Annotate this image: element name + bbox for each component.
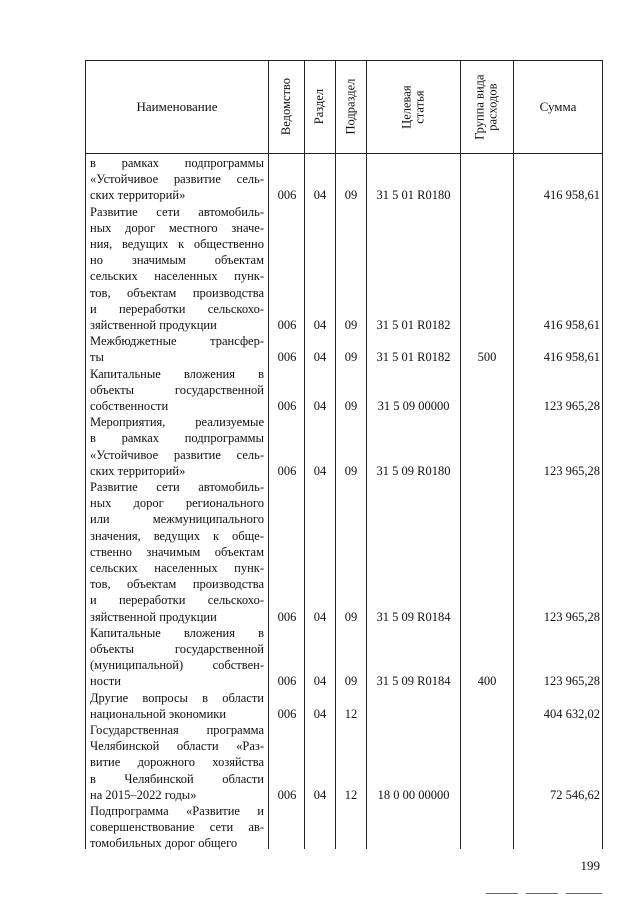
row-name-line: ских территорий» — [90, 463, 186, 478]
header-razdel — [305, 61, 335, 153]
cell-celevaya: 31 5 01 R0182 — [376, 350, 451, 365]
footer-rule — [486, 893, 518, 894]
row-name-line: тов, объектам производства — [90, 577, 264, 592]
cell-podrazdel: 09 — [344, 350, 358, 365]
cell-razdel: 04 — [313, 350, 327, 365]
row-name-line: собственности — [90, 399, 169, 413]
page-number: 199 — [580, 858, 600, 873]
row-name-line: тов, объектам производства — [90, 285, 264, 300]
cell-razdel: 04 — [313, 674, 327, 689]
row-name-line: объекты государственной — [90, 382, 264, 397]
cell-podrazdel: 09 — [344, 188, 358, 203]
header-gruppa — [461, 61, 513, 153]
row-name-line: в Челябинской области — [90, 771, 264, 786]
cell-vedomstvo — [270, 835, 304, 851]
row-name-line: Мероприятия, реализуемые — [90, 415, 264, 430]
cell-vedomstvo: 006 — [277, 787, 297, 802]
row-name-line: в рамках подпрограммы — [90, 431, 264, 446]
cell-razdel: 04 — [313, 318, 327, 332]
cell-summa: 123 965,28 — [543, 463, 600, 478]
header-gruppa-label — [474, 74, 500, 139]
row-name-line: ных дорог регионального — [90, 496, 264, 511]
header-summa-label: Сумма — [539, 99, 577, 114]
cell-celevaya: 31 5 09 R0180 — [376, 463, 451, 478]
cell-podrazdel: 09 — [344, 609, 358, 624]
footer-rule — [526, 893, 558, 894]
column-separator — [304, 61, 305, 849]
cell-razdel: 04 — [313, 463, 327, 478]
cell-vedomstvo: 006 — [277, 399, 297, 413]
header-gruppa-line2: расходов — [486, 83, 501, 131]
row-name-line: томобильных дорог общего — [90, 836, 238, 851]
cell-podrazdel — [336, 835, 366, 851]
cell-razdel: 04 — [313, 399, 327, 413]
row-name-line: но значимым объектам — [90, 253, 264, 268]
cell-vedomstvo: 006 — [277, 350, 297, 365]
cell-gruppa — [461, 787, 513, 803]
cell-summa: 123 965,28 — [543, 674, 600, 689]
row-name-line: и переработки сельскохо- — [90, 593, 264, 608]
header-razdel-label: Раздел — [312, 89, 327, 125]
cell-vedomstvo: 006 — [277, 674, 297, 689]
row-name-line: Подпрограмма «Развитие и — [90, 804, 264, 818]
footer-rule — [566, 893, 602, 894]
cell-gruppa: 500 — [477, 350, 497, 365]
cell-celevaya: 31 5 09 00000 — [377, 399, 450, 413]
row-name-line: зяйственной продукции — [90, 318, 217, 332]
cell-celevaya: 31 5 01 R0180 — [376, 188, 451, 203]
row-name-line: Государственная программа — [90, 723, 264, 737]
row-name-line: и переработки сельскохо- — [90, 301, 264, 316]
row-name-line: сельских населенных пунк- — [90, 269, 264, 284]
header-celevaya-label — [400, 85, 426, 128]
row-name-line: сельских населенных пунк- — [90, 561, 264, 575]
cell-gruppa — [461, 835, 513, 851]
row-name-line: Развитие сети автомобиль- — [90, 480, 264, 494]
header-celevaya — [367, 61, 460, 153]
cell-vedomstvo: 006 — [277, 188, 297, 203]
cell-vedomstvo: 006 — [277, 463, 297, 478]
row-name-line: на 2015–2022 годы» — [90, 787, 197, 802]
header-podrazdel — [336, 61, 366, 153]
cell-podrazdel: 12 — [344, 706, 358, 721]
row-name-line: (муниципальной) собствен- — [90, 658, 264, 673]
cell-summa: 72 546,62 — [550, 787, 600, 802]
cell-razdel — [305, 835, 335, 851]
budget-table — [85, 60, 603, 849]
row-name-line: витие дорожного хозяйства — [90, 755, 264, 770]
row-name-line: «Устойчивое развитие сель- — [90, 447, 264, 462]
column-separator — [513, 61, 514, 849]
cell-podrazdel: 09 — [344, 463, 358, 478]
cell-gruppa — [461, 463, 513, 479]
row-name-line: значения, ведущих к обще- — [90, 528, 264, 543]
cell-summa: 404 632,02 — [543, 706, 600, 721]
row-name-line: Развитие сети автомобиль- — [90, 204, 264, 219]
cell-summa: 416 958,61 — [543, 350, 600, 365]
column-separator — [460, 61, 461, 849]
cell-celevaya: 31 5 01 R0182 — [376, 318, 451, 332]
cell-vedomstvo: 006 — [277, 609, 297, 624]
header-vedomstvo — [269, 61, 304, 153]
header-summa — [514, 61, 602, 153]
row-name-line: или межмуниципального — [90, 512, 264, 527]
cell-gruppa — [461, 609, 513, 625]
header-name — [86, 61, 268, 153]
row-name-line: Капитальные вложения в — [90, 625, 264, 640]
header-vedomstvo-label: Ведомство — [278, 78, 293, 136]
cell-summa: 416 958,61 — [543, 188, 600, 203]
row-name-line: ности — [90, 674, 121, 689]
row-name-line: ственно значимым объектам — [90, 544, 264, 559]
cell-gruppa — [461, 317, 513, 333]
row-name-line: ных дорог местного значе- — [90, 220, 264, 235]
cell-razdel: 04 — [313, 609, 327, 624]
cell-gruppa: 400 — [477, 674, 497, 689]
cell-gruppa — [461, 398, 513, 414]
row-name-line: ских территорий» — [90, 188, 186, 203]
row-name-line: Челябинской области «Раз- — [90, 739, 264, 754]
cell-razdel: 04 — [313, 787, 327, 802]
header-celevaya-line2: статья — [412, 90, 427, 124]
row-name-line: зяйственной продукции — [90, 609, 217, 624]
cell-summa: 416 958,61 — [543, 318, 600, 332]
cell-celevaya: 18 0 00 00000 — [377, 787, 450, 802]
cell-summa: 123 965,28 — [543, 609, 600, 624]
row-name-line: Межбюджетные трансфер- — [90, 334, 264, 349]
cell-razdel: 04 — [313, 188, 327, 203]
cell-celevaya — [367, 706, 460, 722]
cell-vedomstvo: 006 — [277, 706, 297, 721]
row-name-line: ты — [90, 350, 104, 365]
column-separator — [366, 61, 367, 849]
cell-gruppa — [461, 187, 513, 203]
header-celevaya-line1: Целевая — [399, 85, 414, 129]
cell-vedomstvo: 006 — [277, 318, 297, 332]
row-name-line: Другие вопросы в области — [90, 690, 264, 705]
row-name-line: Капитальные вложения в — [90, 366, 264, 381]
header-gruppa-line1: Группа вида — [472, 74, 487, 140]
cell-podrazdel: 09 — [344, 318, 358, 332]
cell-celevaya: 31 5 09 R0184 — [376, 609, 451, 624]
header-separator — [86, 153, 602, 154]
column-separator — [335, 61, 336, 849]
cell-summa — [514, 835, 600, 851]
cell-gruppa — [461, 706, 513, 722]
cell-podrazdel: 12 — [344, 787, 358, 802]
cell-celevaya: 31 5 09 R0184 — [376, 674, 451, 689]
column-separator — [268, 61, 269, 849]
cell-razdel: 04 — [313, 706, 327, 721]
row-name-line: в рамках подпрограммы — [90, 156, 264, 170]
row-name-line: объекты государственной — [90, 642, 264, 656]
row-name-line: национальной экономики — [90, 706, 227, 721]
row-name-line: ния, ведущих к общественно — [90, 237, 264, 251]
header-podrazdel-label: Подраздел — [343, 79, 358, 135]
cell-celevaya — [367, 835, 460, 851]
row-name-line: «Устойчивое развитие сель- — [90, 172, 264, 187]
cell-summa: 123 965,28 — [543, 399, 600, 413]
cell-podrazdel: 09 — [344, 674, 358, 689]
header-name-label: Наименование — [136, 99, 218, 114]
cell-podrazdel: 09 — [344, 399, 358, 413]
row-name-line: совершенствование сети ав- — [90, 820, 264, 835]
